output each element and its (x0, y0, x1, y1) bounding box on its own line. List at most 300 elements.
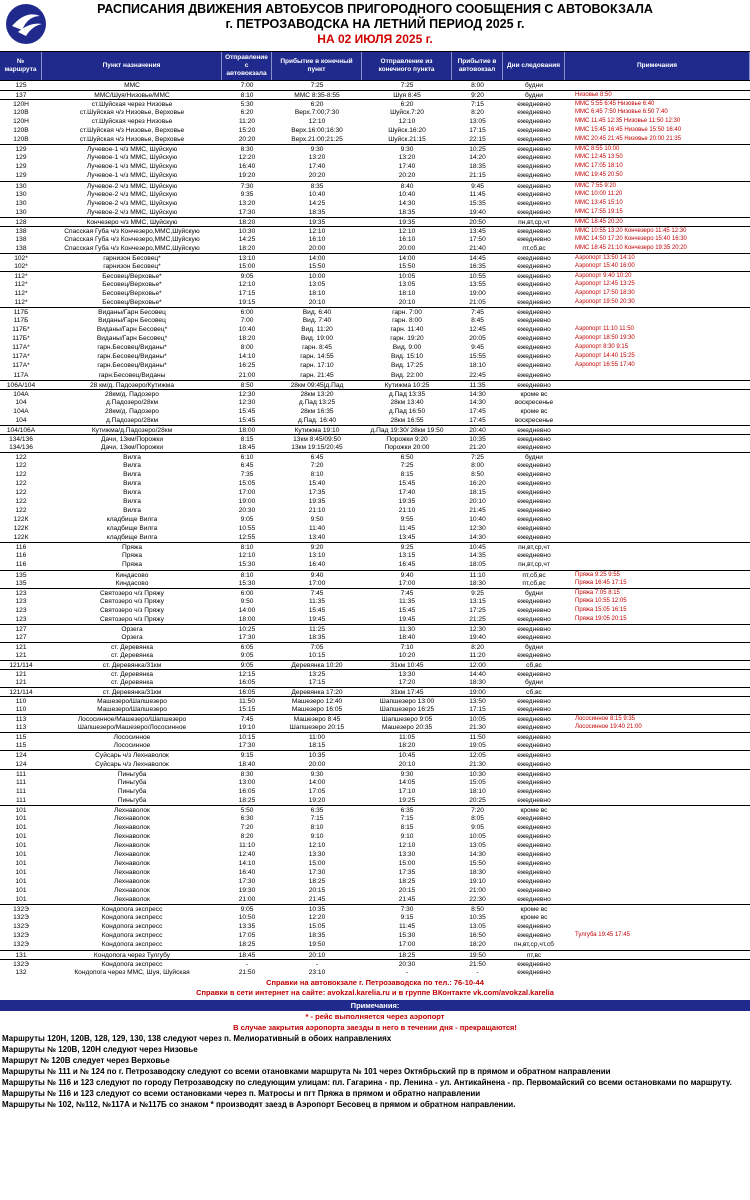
table-row (0, 642, 750, 651)
table-row (0, 316, 750, 325)
arrival-station-cell: 7:20 (471, 806, 484, 814)
arrival-station-cell: 10:35 (469, 914, 486, 922)
departure-end-cell: Шапшезеро 16:25 (379, 706, 435, 714)
arrival-end-cell: 19:20 (308, 796, 326, 804)
table-row (0, 778, 750, 787)
days-cell: будни (525, 453, 543, 461)
departure-cell: 18:45 (238, 951, 256, 959)
table-row (0, 298, 750, 307)
days-cell: ежедневно (517, 146, 551, 154)
departure-cell: 14:25 (238, 235, 256, 243)
days-cell: ежедневно (517, 163, 551, 171)
arrival-end-cell: 9:30 (310, 770, 324, 778)
route-number-cell: 106А/104 (6, 381, 36, 389)
table-row (0, 940, 750, 949)
days-cell: ежедневно (517, 597, 551, 605)
arrival-end-cell: 21:10 (308, 507, 326, 515)
days-cell: кроме вс (520, 390, 548, 398)
arrival-station-cell: 22:45 (469, 371, 486, 379)
departure-cell: 19:15 (238, 299, 256, 307)
route-number-cell: 132 (15, 968, 27, 976)
days-cell: пт,сб,вс (522, 579, 546, 587)
note-cell: Аэропорт 8:30 9:15 (575, 344, 629, 351)
departure-cell: 17:05 (238, 932, 256, 940)
note-cell (565, 922, 750, 931)
note-cell: ММС 5:55 6:45 Низовье 6:40 (575, 101, 655, 108)
departure-end-cell: 10:20 (398, 651, 416, 659)
departure-cell: - (245, 960, 249, 968)
route-number-cell: 102* (14, 262, 28, 270)
departure-end-cell: 15:45 (398, 480, 416, 488)
departure-cell: 10:25 (238, 625, 256, 633)
arrival-station-cell: 17:50 (469, 235, 486, 243)
departure-end-cell: 20:30 (398, 960, 416, 968)
note-cell: ММС 20:45 21:45 Низовье 20:00 21:35 (575, 136, 682, 143)
note-cell (565, 398, 750, 407)
col-notes: Примечания (565, 52, 750, 80)
arrival-station-cell: 14:30 (469, 390, 486, 398)
departure-end-cell: 31км 10:45 (390, 662, 424, 669)
days-cell: ежедневно (517, 435, 551, 443)
departure-end-cell: 6:20 (400, 101, 414, 109)
departure-cell: 7:45 (240, 716, 254, 724)
route-number-cell: 129 (15, 163, 27, 171)
arrival-station-cell: 8:20 (471, 643, 484, 651)
arrival-end-cell: ММС 8:35-8:55 (294, 92, 340, 100)
table-row (0, 99, 750, 108)
departure-cell: 5:30 (240, 101, 254, 109)
arrival-station-cell: 10:30 (469, 770, 486, 778)
destination-cell: Кондопога экспресс (101, 960, 163, 968)
arrival-end-cell: 7:45 (310, 589, 324, 597)
table-row (0, 380, 750, 389)
arrival-station-cell: 20:10 (469, 498, 486, 506)
note-cell (565, 850, 750, 859)
departure-end-cell: 11:05 (398, 734, 415, 742)
route-number-cell: 130 (15, 199, 27, 207)
departure-cell: 19:20 (238, 172, 256, 180)
arrival-end-cell: 15:05 (308, 923, 326, 931)
arrival-station-cell: 13:55 (469, 281, 486, 289)
arrival-station-cell: 11:45 (469, 190, 486, 198)
route-number-cell: 135 (15, 579, 27, 587)
route-note-line: Маршрут № 120В следует через Верховье (2, 1055, 170, 1065)
table-row (0, 560, 750, 569)
arrival-station-cell: 18:30 (469, 679, 486, 687)
departure-end-cell: Порожки 9:20 (386, 435, 428, 443)
days-cell: ежедневно (517, 633, 551, 641)
departure-cell: 18:45 (238, 443, 256, 451)
note-cell (565, 814, 750, 823)
departure-end-cell: 18:25 (398, 878, 416, 886)
table-row (0, 352, 750, 361)
departure-end-cell: 9:10 (400, 832, 414, 840)
arrival-station-cell: 22:15 (469, 136, 486, 144)
note-cell: Лососинное 8:15 9:35 (575, 716, 636, 723)
departure-end-cell: гарн. 8:00 (392, 317, 422, 325)
departure-cell: 17:30 (238, 633, 256, 641)
table-row (0, 823, 750, 832)
arrival-station-cell: 17:25 (469, 606, 486, 614)
col-departure: Отправление с автовокзала (222, 52, 272, 80)
days-cell: пт,сб,вс (522, 244, 546, 252)
departure-cell: 18:20 (238, 244, 256, 252)
departure-end-cell: 7:30 (400, 906, 414, 914)
table-row (0, 479, 750, 488)
departure-cell: 6:20 (240, 109, 254, 117)
arrival-station-cell: 19:50 (469, 951, 486, 959)
departure-cell: 13:20 (238, 199, 256, 207)
destination-cell: Лехнаволок (114, 860, 150, 868)
route-number-cell: 120Н (13, 118, 29, 126)
route-number-cell: 129 (15, 146, 27, 154)
arrival-end-cell: 8:35 (310, 182, 324, 190)
arrival-station-cell: 17:45 (469, 416, 486, 424)
departure-end-cell: 19:45 (398, 615, 416, 623)
departure-end-cell: Шуйск.16:20 (388, 127, 426, 135)
arrival-station-cell: 14:30 (469, 850, 486, 858)
destination-cell: д.Падозеро/28км (105, 416, 159, 424)
days-cell: ежедневно (517, 309, 551, 317)
route-note-line: Маршруты № 111 и № 124 по г. Петрозаводску следуют со всеми отановками маршрута № 101 через Октябрьский пр в прямом и обратном направлении (2, 1066, 611, 1076)
departure-end-cell: 11:45 (398, 525, 415, 533)
arrival-station-cell: 20:40 (469, 426, 486, 434)
destination-cell: Лехнаволок (114, 814, 150, 822)
departure-end-cell: 8:15 (400, 471, 414, 479)
destination-cell: Лучевое-1 ч/з ММС, Шуйскую (86, 172, 178, 180)
arrival-end-cell: 10:00 (308, 272, 326, 280)
arrival-end-cell: 28км 16:35 (300, 407, 334, 415)
destination-cell: Киндасово (115, 571, 149, 579)
departure-cell: 15:30 (238, 579, 256, 587)
arrival-station-cell: 12:30 (469, 525, 486, 533)
table-row (0, 877, 750, 886)
note-cell (565, 316, 750, 325)
route-number-cell: 110 (15, 698, 27, 706)
arrival-end-cell: Верх.7:00;7:30 (294, 109, 340, 117)
arrival-end-cell: 19:45 (308, 615, 326, 623)
destination-cell: Машезеро/Шапшезеро (97, 706, 167, 714)
destination-cell: Лучевое-2 ч/з ММС, Шуйскую (86, 208, 178, 216)
destination-cell: Дачи, 13км/Порожки (101, 443, 163, 451)
arrival-end-cell: 14:25 (308, 199, 326, 207)
route-number-cell: 130 (15, 208, 27, 216)
arrival-station-cell: 17:15 (469, 706, 486, 714)
departure-end-cell: 13:30 (398, 671, 416, 679)
days-cell: пн,вт,ср,чт (518, 218, 550, 226)
note-cell (565, 551, 750, 560)
departure-cell: 10:50 (238, 914, 256, 922)
note-cell (565, 741, 750, 750)
note-cell: Аэропорт 11:10 11:50 (575, 326, 634, 333)
days-cell: ежедневно (517, 960, 551, 968)
note-cell (565, 390, 750, 398)
route-number-cell: 132Э (13, 960, 29, 968)
destination-cell: ст.Шуйская ч/з Низовье, Верховье (79, 136, 185, 144)
note-cell (565, 770, 750, 778)
destination-cell: Киндасово (115, 579, 149, 587)
days-cell: пт,вс (526, 951, 542, 959)
arrival-end-cell: 8:10 (310, 471, 324, 479)
note-cell (565, 705, 750, 714)
note-cell: ММС 18:45 21:10 Кончезеро 19:35 20:20 (575, 244, 687, 251)
route-number-cell: 137 (15, 92, 27, 100)
note-cell: Пряжа 7:05 8:15 (575, 589, 620, 596)
note-cell: ММС 15:45 16:45 Низовье 15:50 16:40 (575, 127, 682, 134)
arrival-station-cell: 19:10 (469, 878, 486, 886)
table-row (0, 226, 750, 235)
arrival-station-cell: 21:40 (469, 244, 486, 252)
arrival-station-cell: 14:30 (469, 534, 486, 542)
departure-cell: 16:40 (238, 163, 256, 171)
route-number-cell: 104А (13, 390, 29, 398)
table-row (0, 533, 750, 542)
departure-end-cell: 10:40 (398, 190, 416, 198)
destination-cell: Пиньгуба (117, 770, 147, 778)
destination-cell: ст. Деревянка (110, 651, 154, 659)
departure-end-cell: 17:40 (398, 489, 416, 497)
route-number-cell: 117А* (12, 353, 30, 361)
days-cell: ежедневно (517, 507, 551, 515)
departure-end-cell: Порожки 20:00 (384, 443, 430, 451)
destination-cell: ст. Деревянка (110, 643, 154, 651)
table-row (0, 669, 750, 678)
note-cell: Аэропорт 16:55 17:40 (575, 362, 635, 369)
note-cell: Пряжа 9:25 9:55 (575, 571, 620, 578)
arrival-station-cell: 18:05 (469, 561, 486, 569)
departure-cell: 16:05 (238, 679, 256, 687)
destination-cell: Вилга (123, 498, 141, 506)
arrival-station-cell: 9:05 (471, 823, 484, 831)
arrival-station-cell: 10:05 (469, 832, 486, 840)
arrival-end-cell: 17:00 (308, 579, 326, 587)
departure-end-cell: Вид. 22:00 (390, 371, 424, 379)
departure-end-cell: 15:30 (398, 932, 416, 940)
table-row (0, 289, 750, 298)
table-row (0, 217, 750, 226)
arrival-end-cell: Машезеро 16:05 (291, 706, 343, 714)
note-cell: Пряжа 16:45 17:15 (575, 579, 627, 586)
destination-cell: Лехнаволок (114, 806, 150, 814)
route-notes (0, 1033, 750, 1110)
days-cell: кроме вс (520, 806, 548, 814)
route-number-cell: 122 (15, 489, 27, 497)
note-cell (565, 470, 750, 479)
departure-cell: 9:05 (240, 651, 254, 659)
days-cell: ежедневно (517, 742, 551, 750)
departure-end-cell: 20:10 (398, 760, 416, 768)
departure-end-cell: 18:40 (398, 633, 416, 641)
departure-cell: 13:35 (238, 923, 256, 931)
table-row (0, 144, 750, 153)
days-cell: ежедневно (517, 770, 551, 778)
departure-cell: 10:40 (238, 326, 256, 334)
departure-cell: 9:05 (240, 516, 254, 524)
route-number-cell: 117А (13, 371, 29, 379)
table-row (0, 732, 750, 741)
web-info: Справки в сети интернет на сайте: avokzal.karelia.ru и в группе ВКонтакте vk.com/avokzal.karelia (196, 987, 554, 997)
table-row (0, 606, 750, 615)
arrival-station-cell: 18:20 (469, 941, 486, 949)
route-number-cell: 122К (13, 516, 29, 524)
destination-cell: Бесовец/Верховье* (102, 290, 162, 298)
days-cell: ежедневно (517, 101, 551, 109)
arrival-end-cell: 6:35 (310, 806, 324, 814)
note-cell: ММС 6:45 7:50 Низовье 6:50 7:40 (575, 109, 668, 116)
departure-cell: 7:00 (240, 317, 254, 325)
departure-end-cell: 17:20 (398, 679, 416, 687)
route-number-cell: 128 (15, 218, 27, 226)
destination-cell: ст.Шуйская ч/з Низовье, Верховье (79, 109, 185, 117)
route-number-cell: 132Э (13, 923, 29, 931)
departure-cell: 15:15 (238, 706, 256, 714)
departure-end-cell: Шапшезеро 9:05 (381, 716, 433, 724)
arrival-end-cell: 16:40 (308, 561, 326, 569)
days-cell: ежедневно (517, 698, 551, 706)
destination-cell: Лососинное/Машезеро/Шапшезеро (77, 716, 187, 724)
departure-end-cell: гарн. 11:40 (390, 326, 424, 334)
arrival-end-cell: 15:40 (308, 480, 326, 488)
table-row (0, 81, 750, 90)
days-cell: ежедневно (517, 625, 551, 633)
note-cell (565, 877, 750, 886)
destination-cell: Бесовец/Верховье* (102, 272, 162, 280)
departure-end-cell: 19:35 (398, 218, 416, 226)
note-cell: ММС 13:45 15:10 (575, 199, 623, 206)
days-cell: будни (525, 589, 543, 597)
destination-cell: ст. Деревянка (110, 671, 154, 679)
departure-end-cell: 10:45 (398, 752, 416, 760)
table-row (0, 805, 750, 814)
route-number-cell: 123 (15, 589, 27, 597)
table-row (0, 171, 750, 180)
route-number-cell: 104 (15, 416, 27, 424)
table-row (0, 968, 750, 977)
destination-cell: ММС (124, 82, 140, 89)
departure-cell: 8:20 (240, 832, 254, 840)
destination-cell: Лососинное (113, 742, 151, 750)
departure-end-cell: 20:20 (398, 172, 416, 180)
destination-cell: Спасская Губа ч/з Кончезеро,ММС,Шуйскую (64, 235, 200, 243)
route-number-cell: 121 (15, 643, 27, 651)
route-number-cell: 131 (15, 951, 27, 959)
arrival-end-cell: 7:20 (310, 461, 324, 469)
route-number-cell: 129 (15, 154, 27, 162)
destination-cell: Кондопога экспресс (101, 906, 163, 914)
departure-end-cell: Шуйск.21:15 (388, 136, 426, 144)
days-cell: воскресенье (514, 416, 554, 424)
days-cell: ежедневно (517, 516, 551, 524)
departure-end-cell: 28км 16:55 (390, 416, 424, 424)
table-row (0, 931, 750, 940)
arrival-end-cell: 19:50 (308, 941, 326, 949)
departure-cell: 14:10 (238, 860, 256, 868)
note-cell (565, 506, 750, 515)
departure-end-cell: 13:05 (398, 281, 416, 289)
destination-cell: Кончезеро ч/з ММС, Шуйскую (86, 218, 178, 226)
days-cell: ежедневно (517, 734, 551, 742)
destination-cell: Лехнаволок (114, 869, 150, 877)
arrival-station-cell: 7:25 (471, 453, 484, 461)
departure-cell: 11:50 (238, 698, 255, 706)
table-row (0, 280, 750, 289)
departure-end-cell: 8:15 (400, 823, 414, 831)
destination-cell: Лехнаволок (114, 878, 150, 886)
arrival-end-cell: д.Пад. 16:40 (297, 416, 337, 424)
arrival-end-cell: Машезеро 12:40 (291, 698, 343, 706)
departure-end-cell: 21:45 (398, 896, 416, 904)
arrival-station-cell: 9:45 (471, 344, 484, 352)
note-cell (565, 859, 750, 868)
route-number-cell: 116 (15, 544, 27, 552)
destination-cell: Кондопога через ММС, Шуя, Шуйская (74, 968, 190, 976)
departure-end-cell: 14:00 (398, 254, 416, 262)
departure-end-cell: д.Пад 19:30/ 28км 19:50 (370, 426, 444, 434)
departure-cell: 7:35 (240, 471, 254, 479)
note-cell: ММС 19:45 20:50 (575, 172, 623, 179)
days-cell: ежедневно (517, 498, 551, 506)
departure-end-cell: 7:25 (400, 461, 414, 469)
table-row (0, 253, 750, 262)
route-number-cell: 112* (14, 290, 28, 298)
arrival-station-cell: - (476, 968, 479, 976)
arrival-end-cell: 7:15 (310, 814, 324, 822)
arrival-station-cell: 19:00 (469, 290, 486, 298)
arrival-station-cell: 9:45 (471, 182, 484, 190)
departure-cell: 18:00 (238, 615, 256, 623)
route-number-cell: 101 (15, 896, 27, 904)
destination-cell: Святозеро ч/з Пряжу (100, 606, 164, 614)
destination-cell: Спасская Губа ч/з Кончезеро,ММС,Шуйскую (64, 227, 200, 235)
arrival-end-cell: 10:40 (308, 190, 326, 198)
page-header (0, 0, 750, 52)
arrival-end-cell: 11:25 (308, 625, 325, 633)
table-row (0, 162, 750, 171)
departure-cell: 9:35 (240, 190, 254, 198)
departure-end-cell: 15:50 (398, 262, 416, 270)
destination-cell: Святозеро ч/з Пряжу (100, 597, 164, 605)
route-number-cell: 117А* (12, 362, 30, 370)
days-cell: ежедневно (517, 841, 551, 849)
table-row (0, 126, 750, 135)
arrival-end-cell: 6:20 (310, 101, 324, 109)
arrival-end-cell: 20:10 (308, 951, 326, 959)
departure-cell: 5:50 (240, 806, 254, 814)
airport-note: * - рейс выполняется через аэропорт (305, 1011, 445, 1021)
departure-cell: 8:10 (240, 92, 254, 100)
table-row (0, 325, 750, 334)
route-number-cell: 132Э (13, 906, 29, 914)
arrival-end-cell: 7:05 (310, 643, 324, 651)
phone-info: Справки на автовокзале г. Петрозаводска по тел.: 76-10-44 (266, 977, 484, 987)
departure-cell: 8:10 (240, 544, 254, 552)
note-cell: ММС 10:00 11:20 (575, 190, 623, 197)
route-number-cell: 101 (15, 823, 27, 831)
days-cell: кроме вс (520, 914, 548, 922)
table-row (0, 859, 750, 868)
arrival-station-cell: 18:15 (469, 489, 486, 497)
departure-cell: 9:05 (240, 272, 254, 280)
table-row (0, 434, 750, 443)
route-number-cell: 124 (15, 760, 27, 768)
departure-cell: 15:30 (238, 561, 256, 569)
table-row (0, 371, 750, 380)
days-cell: ежедневно (517, 489, 551, 497)
departure-cell: 11:10 (238, 841, 255, 849)
note-cell: ММС 18:45 20:20 (575, 218, 623, 225)
note-cell (565, 453, 750, 461)
arrival-end-cell: 13:05 (308, 281, 326, 289)
